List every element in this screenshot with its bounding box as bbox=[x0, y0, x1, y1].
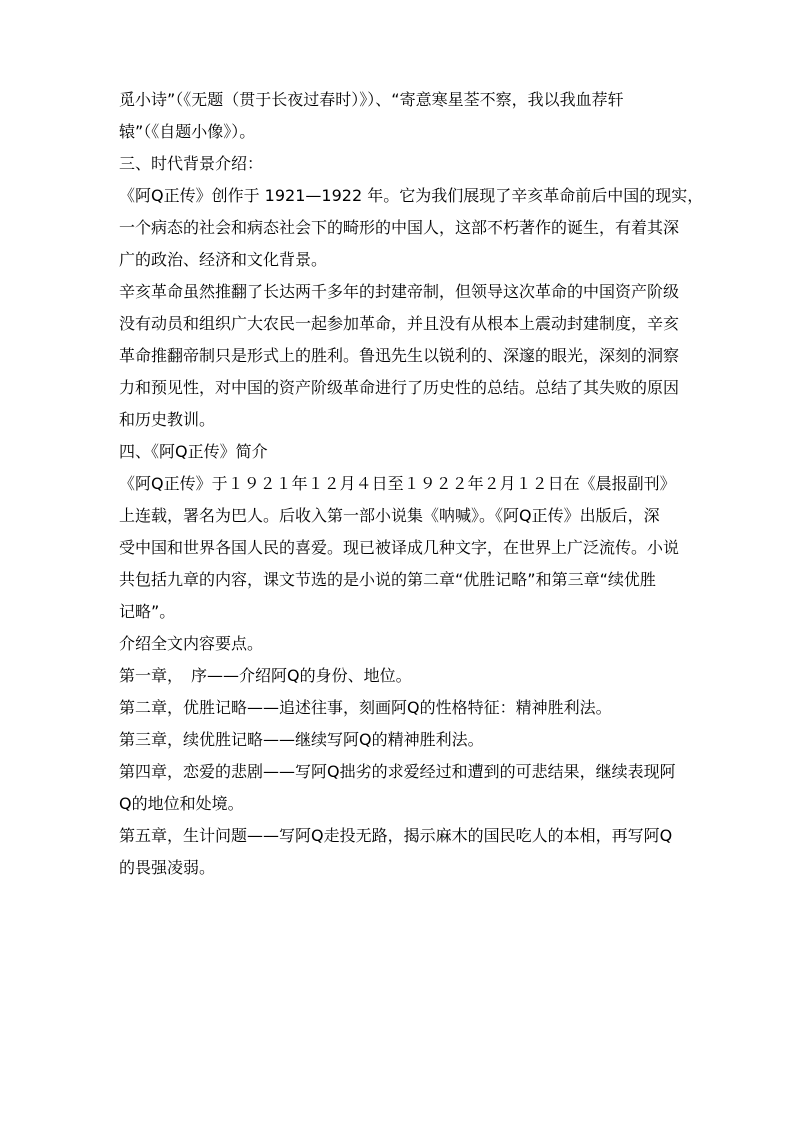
chapter-summary-5: 第五章，生计问题——写阿Q走投无路，揭示麻木的国民吃人的本相，再写阿Q bbox=[119, 826, 673, 845]
chapter-summary-1: 第一章， 序——介绍阿Q的身份、地位。 bbox=[119, 666, 412, 685]
chapter-summary-3: 第三章，续优胜记略——继续写阿Q的精神胜利法。 bbox=[119, 730, 484, 749]
text-line: 革命推翻帝制只是形式上的胜利。鲁迅先生以锐利的、深邃的眼光，深刻的洞察 bbox=[119, 346, 680, 365]
document-body bbox=[119, 84, 704, 884]
section-heading: 三、时代背景介绍： bbox=[119, 154, 264, 173]
chapter-summary-2: 第二章，优胜记略——追述往事，刻画阿Q的性格特征：精神胜利法。 bbox=[119, 698, 612, 717]
text-line: 觅小诗”（《无题（贯于长夜过春时）》）、“寄意寒星荃不察，我以我血荐轩 bbox=[119, 90, 624, 109]
text-line: 一个病态的社会和病态社会下的畸形的中国人，这部不朽著作的诞生，有着其深 bbox=[119, 218, 680, 237]
text-line: 广的政治、经济和文化背景。 bbox=[119, 250, 328, 269]
chapter-summary-5-continued: 的畏强凌弱。 bbox=[119, 858, 216, 877]
chapter-summary-4-continued: Q的地位和处境。 bbox=[119, 794, 244, 813]
text-line: 受中国和世界各国人民的喜爱。现已被译成几种文字，在世界上广泛流传。小说 bbox=[119, 538, 680, 557]
text-line: 上连载，署名为巴人。后收入第一部小说集《呐喊》。《阿Q正传》出版后，深 bbox=[119, 506, 660, 525]
text-line: 辛亥革命虽然推翻了长达两千多年的封建帝制，但领导这次革命的中国资产阶级 bbox=[119, 282, 680, 301]
text-line: 力和预见性，对中国的资产阶级革命进行了历史性的总结。总结了其失败的原因 bbox=[119, 378, 680, 397]
text-line: 和历史教训。 bbox=[119, 410, 216, 429]
section-heading: 四、《阿Q正传》简介 bbox=[119, 442, 268, 461]
text-line: 没有动员和组织广大农民一起参加革命，并且没有从根本上震动封建制度，辛亥 bbox=[119, 314, 680, 333]
chapter-summary-4: 第四章，恋爱的悲剧——写阿Q拙劣的求爱经过和遭到的可悲结果，继续表现阿 bbox=[119, 762, 676, 781]
text-line: 记略”。 bbox=[119, 602, 176, 621]
text-line: 辕”（《自题小像》）。 bbox=[119, 122, 256, 141]
text-line: 介绍全文内容要点。 bbox=[119, 634, 264, 653]
text-line: 《阿Q正传》创作于 1921—1922 年。它为我们展现了辛亥革命前后中国的现实， bbox=[119, 186, 704, 205]
text-line: 《阿Q正传》于１９２１年１２月４日至１９２２年２月１２日在《晨报副刊》 bbox=[119, 474, 676, 493]
text-line: 共包括九章的内容，课文节选的是小说的第二章“优胜记略”和第三章“续优胜 bbox=[119, 570, 656, 589]
